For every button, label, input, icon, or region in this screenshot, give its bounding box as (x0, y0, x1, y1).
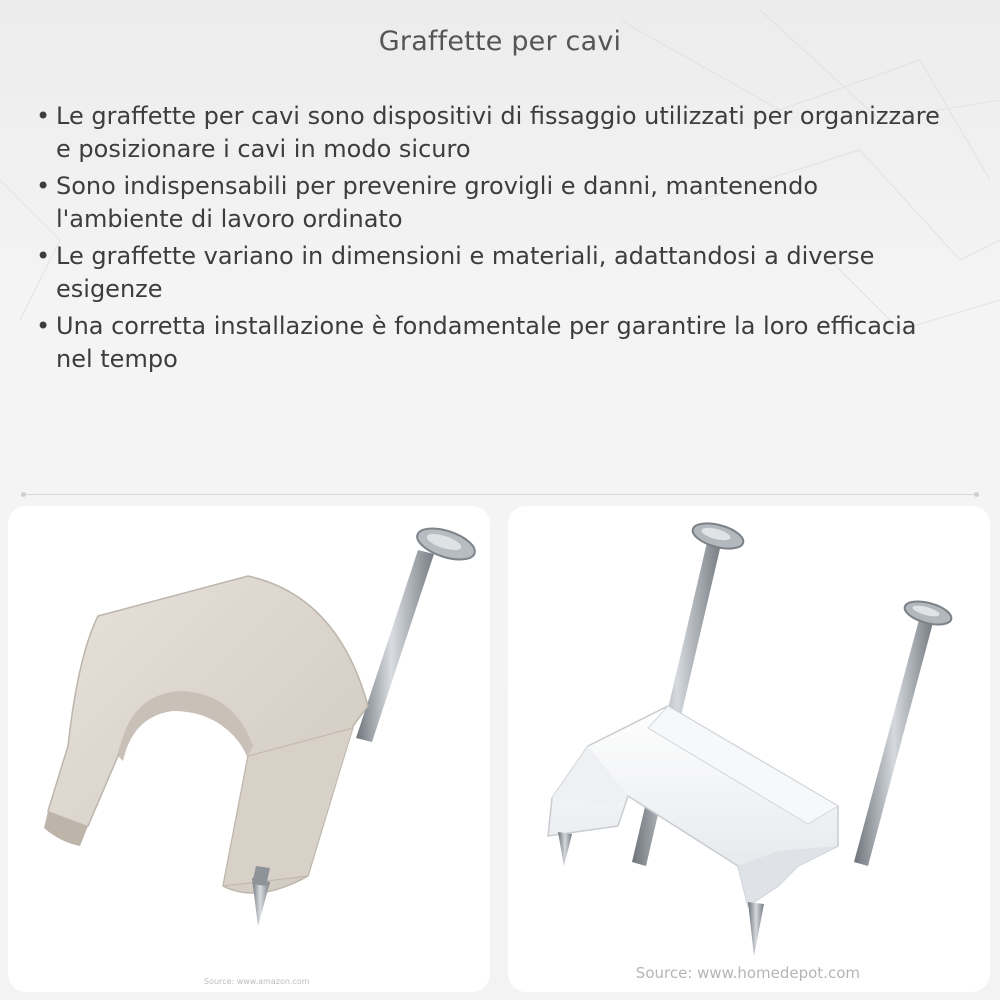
bullet-item (30, 240, 950, 306)
bullet-text: Una corretta installazione è fondamentale per garantire la loro efficacia nel tempo (56, 312, 917, 373)
image-source-caption: Source: www.amazon.com (204, 977, 310, 986)
single-nail-clip-illustration (8, 506, 490, 992)
bullet-marker: • (36, 242, 51, 270)
image-source-caption: Source: www.homedepot.com (635, 964, 860, 982)
bullet-text: Le graffette variano in dimensioni e materiali, adattandosi a diverse esigenze (56, 242, 875, 303)
image-card-double-staple (508, 506, 990, 992)
bullet-item (30, 310, 950, 376)
section-divider (24, 494, 976, 495)
bullet-list (30, 100, 950, 380)
double-nail-staple-illustration (508, 506, 990, 992)
bullet-marker: • (36, 312, 51, 340)
bullet-item (30, 170, 950, 236)
bullet-item (30, 100, 950, 166)
bullet-marker: • (36, 102, 51, 130)
image-card-single-clip (8, 506, 490, 992)
page-title: Graffette per cavi (378, 26, 622, 57)
bullet-text: Le graffette per cavi sono dispositivi di fissaggio utilizzati per organizzare e posizionare i cavi in modo sicuro (56, 102, 940, 163)
bullet-text: Sono indispensabili per prevenire grovigli e danni, mantenendo l'ambiente di lavoro ordinato (56, 172, 819, 233)
bullet-marker: • (36, 172, 51, 200)
